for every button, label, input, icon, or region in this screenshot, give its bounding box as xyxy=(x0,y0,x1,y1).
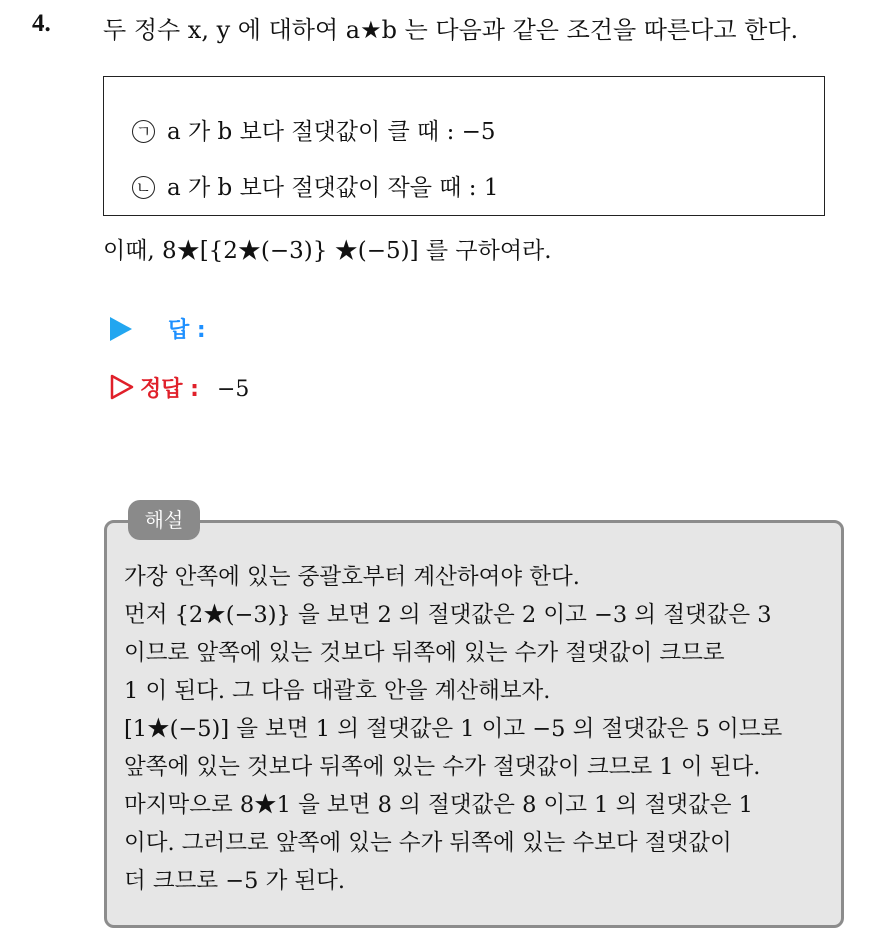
explanation-line: 가장 안쪽에 있는 중괄호부터 계산하여야 한다. xyxy=(124,564,580,590)
condition-marker: ㄴ xyxy=(132,176,155,199)
condition-box xyxy=(103,76,825,216)
explanation-line: 마지막으로 8★1 을 보면 8 의 절댓값은 8 이고 1 의 절댓값은 1 xyxy=(124,792,753,818)
correct-answer-label: 정답 : xyxy=(140,377,199,402)
answer-label: 답 : xyxy=(168,318,206,343)
correct-answer-value: −5 xyxy=(216,377,250,402)
play-triangle-icon xyxy=(110,317,132,341)
question-ask: 이때, 8★[{2★(−3)} ★(−5)] 를 구하여라. xyxy=(103,238,552,264)
answer-row xyxy=(110,313,206,344)
explanation-line: 이다. 그러므로 앞쪽에 있는 수가 뒤쪽에 있는 수보다 절댓값이 xyxy=(124,830,732,856)
outline-triangle-icon xyxy=(110,374,134,400)
condition-text: a 가 b 보다 절댓값이 클 때 : −5 xyxy=(167,119,496,145)
condition-item xyxy=(132,169,499,202)
question-prompt: 두 정수 x, y 에 대하여 a★b 는 다음과 같은 조건을 따른다고 한다. xyxy=(103,16,799,44)
explanation-line: 이므로 앞쪽에 있는 것보다 뒤쪽에 있는 수가 절댓값이 크므로 xyxy=(124,640,725,666)
explanation-line: 앞쪽에 있는 것보다 뒤쪽에 있는 수가 절댓값이 크므로 1 이 된다. xyxy=(124,754,761,780)
explanation-text xyxy=(124,558,782,900)
explanation-line: 1 이 된다. 그 다음 대괄호 안을 계산해보자. xyxy=(124,678,551,704)
explanation-tab: 해설 xyxy=(128,500,200,540)
condition-text: a 가 b 보다 절댓값이 작을 때 : 1 xyxy=(167,175,499,201)
condition-item xyxy=(132,113,496,146)
explanation-line: [1★(−5)] 을 보면 1 의 절댓값은 1 이고 −5 의 절댓값은 5 이므로 xyxy=(124,716,783,742)
explanation-line: 먼저 {2★(−3)} 을 보면 2 의 절댓값은 2 이고 −3 의 절댓값은 3 xyxy=(124,602,772,628)
condition-marker: ㄱ xyxy=(132,120,155,143)
correct-answer-row xyxy=(110,372,249,403)
question-number: 4. xyxy=(32,10,51,37)
explanation-line: 더 크므로 −5 가 된다. xyxy=(124,868,346,894)
